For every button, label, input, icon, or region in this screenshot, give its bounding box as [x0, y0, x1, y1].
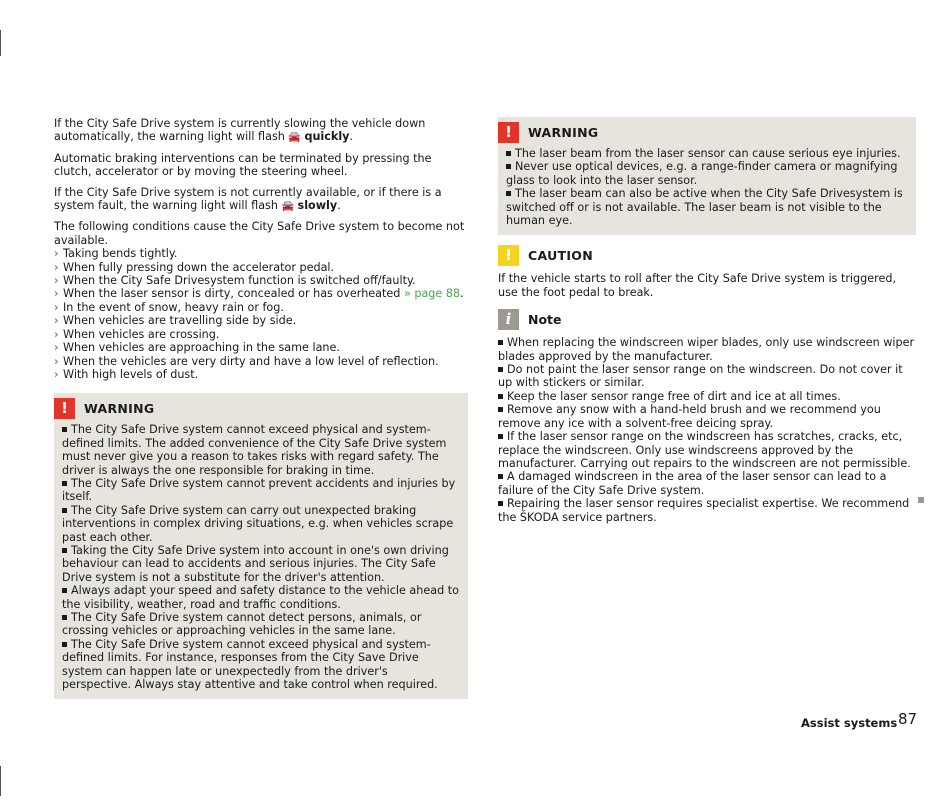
arrow-icon: › — [54, 367, 59, 381]
arrow-icon: › — [54, 354, 59, 368]
note-item: Repairing the laser sensor requires specialist expertise. We recommend the ŠKODA service partners. — [498, 497, 910, 524]
note-list — [498, 336, 916, 524]
caution-text: If the vehicle starts to roll after the City Safe Drive system is triggered, use the foot pedal to break. — [498, 272, 897, 299]
warning-item: Always adapt your speed and safety distance to the vehicle ahead to the visibility, weather, road and traffic conditions. — [62, 584, 460, 611]
warning-light-icon: 🚘 — [281, 201, 294, 213]
paragraph-terminate: Automatic braking interventions can be terminated by pressing the clutch, accelerator or by moving the steering wheel. — [54, 151, 432, 179]
conditions-list — [54, 247, 468, 381]
warning-item: The City Safe Drive system cannot exceed physical and system-defined limits. For instance, responses from the City Save Drive system can happen late or unexpectedly from the driver's perspective. Always stay attentive and take control when required. — [62, 637, 438, 692]
list-item: › When vehicles are travelling side by side. — [54, 314, 297, 328]
warning-item: Never use optical devices, e.g. a range-finder camera or magnifying glass to look into the laser sensor. — [506, 160, 898, 187]
info-icon: i — [498, 309, 519, 330]
arrow-icon: › — [54, 287, 59, 301]
left-column — [54, 117, 468, 699]
note-item: When replacing the windscreen wiper blades, only use windscreen wiper blades approved by the manufacturer. — [498, 336, 915, 363]
arrow-icon: › — [54, 314, 59, 328]
crop-mark-top — [0, 30, 1, 56]
list-item: › In the event of snow, heavy rain or fog. — [54, 300, 284, 314]
warning-header — [54, 398, 468, 419]
footer-section-title: Assist systems — [801, 716, 898, 730]
note-item: A damaged windscreen in the area of the laser sensor can lead to a failure of the City Safe Drive system. — [498, 470, 887, 497]
page-link[interactable]: » page 88 — [403, 287, 461, 301]
caution-title: CAUTION — [528, 248, 593, 264]
note-item: Remove any snow with a hand-held brush and we recommend you remove any ice with a solvent-free deicing spray. — [498, 403, 881, 430]
note-header — [498, 309, 916, 330]
warning-header — [498, 122, 916, 143]
list-item: › When vehicles are approaching in the same lane. — [54, 341, 340, 355]
note-item: Keep the laser sensor range free of dirt and ice at all times. — [498, 390, 916, 403]
arrow-icon: › — [54, 327, 59, 341]
warning-item: The City Safe Drive system can carry out unexpected braking interventions in complex driving situations, e.g. when vehicles scrape past each other. — [62, 503, 454, 544]
caution-header — [498, 245, 916, 266]
warning-box-right — [498, 117, 916, 235]
arrow-icon: › — [54, 247, 59, 261]
page-number: 87 — [898, 710, 918, 728]
note-title: Note — [528, 312, 562, 328]
paragraph-slowing: If the City Safe Drive system is currently slowing the vehicle down automatically, the warning light will flash 🚘 quickly. — [54, 117, 426, 144]
warning-light-icon: 🚘 — [288, 132, 301, 144]
warning-item: The City Safe Drive system cannot exceed physical and system-defined limits. The added convenience of the City Safe Drive system must never give you a reason to takes risks with regard safety. The driver is always the one responsible for braking in time. — [62, 423, 447, 477]
warning-item: The laser beam from the laser sensor can cause serious eye injuries. — [506, 147, 908, 160]
list-item: › When the laser sensor is dirty, concealed or has overheated » page 88. — [54, 287, 464, 301]
paragraph-conditions-intro: The following conditions cause the City Safe Drive system to become not available. — [54, 220, 465, 247]
warning-box-left — [54, 393, 468, 699]
list-item: › When vehicles are crossing. — [54, 327, 220, 341]
list-item: › Taking bends tightly. — [54, 247, 178, 261]
exclamation-icon: ! — [498, 245, 519, 266]
list-item: › When the vehicles are very dirty and have a low level of reflection. — [54, 354, 439, 368]
arrow-icon: › — [54, 274, 59, 288]
crop-mark-bottom — [0, 766, 1, 796]
paragraph-not-available: If the City Safe Drive system is not currently available, or if there is a system fault, the warning light will flash 🚘 slowly. — [54, 185, 442, 213]
warning-title: WARNING — [84, 401, 155, 417]
list-item: › When the City Safe Drivesystem function is switched off/faulty. — [54, 274, 416, 288]
warning-title: WARNING — [528, 124, 599, 140]
arrow-icon: › — [54, 341, 59, 355]
warning-item: The laser beam can also be active when the City Safe Drivesystem is switched off or is not available. The laser beam is not visible to the human eye. — [506, 187, 903, 228]
list-item: › When fully pressing down the accelerator pedal. — [54, 260, 335, 274]
list-item: › With high levels of dust. — [54, 367, 199, 381]
arrow-icon: › — [54, 260, 59, 274]
warning-item: The City Safe Drive system cannot prevent accidents and injuries by itself. — [62, 476, 456, 504]
warning-item: The City Safe Drive system cannot detect persons, animals, or crossing vehicles or approaching vehicles in the same lane. — [62, 611, 422, 638]
warning-item: Taking the City Safe Drive system into account in one's own driving behaviour can lead to accidents and serious injuries. The City Safe Drive system is not a substitute for the driver's attention. — [62, 543, 449, 584]
right-column — [498, 117, 916, 524]
exclamation-icon: ! — [54, 398, 75, 419]
note-item: Do not paint the laser sensor range on the windscreen. Do not cover it up with stickers or similar. — [498, 363, 903, 390]
arrow-icon: › — [54, 300, 59, 314]
note-item: If the laser sensor range on the windscreen has scratches, cracks, etc, replace the windscreen. Only use windscreens approved by the manufacturer. Carrying out repairs to the windscreen are not permissible. — [498, 430, 911, 470]
section-end-mark — [918, 497, 924, 503]
exclamation-icon: ! — [498, 122, 519, 143]
